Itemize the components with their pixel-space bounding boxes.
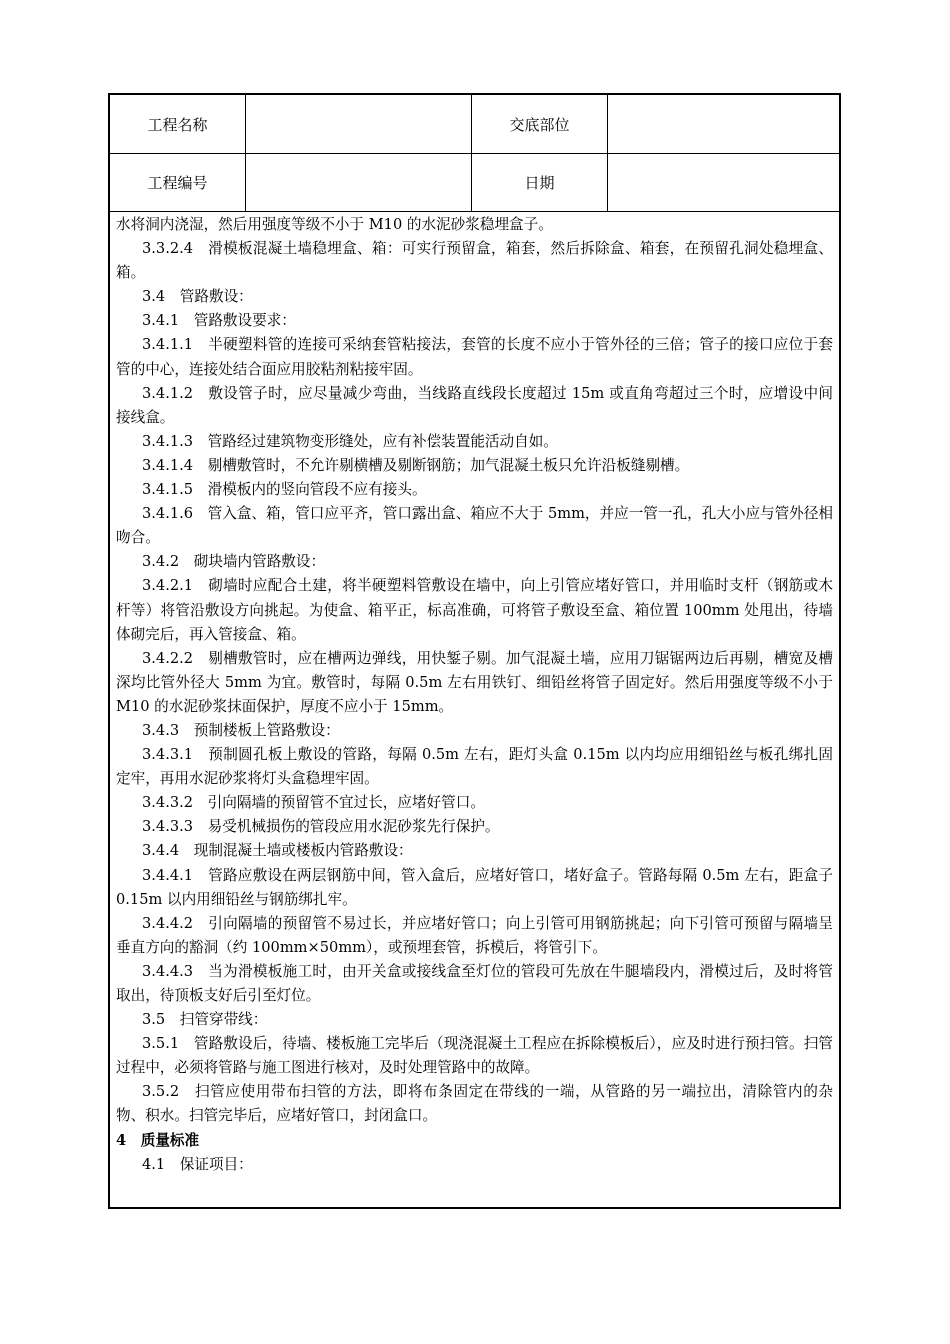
- disclosure-part-label: 交底部位: [472, 95, 608, 153]
- paragraph: 3.4.1 管路敷设要求：: [142, 312, 296, 330]
- paragraph: 3.5.2 扫管应使用带布扫管的方法，即将布条固定在带线的一端，从管路的另一端拉出，清除管内的杂物、积水。扫管完毕后，应堵好管口，封闭盒口。: [116, 1083, 833, 1125]
- paragraph: 3.3.2.4 滑模板混凝土墙稳埋盒、箱：可实行预留盒，箱套，然后拆除盒、箱套，在预留孔洞处稳埋盒、箱。: [116, 240, 833, 282]
- paragraph: 3.4.1.2 敷设管子时，应尽量减少弯曲，当线路直线段长度超过 15m 或直角弯超过三个时，应增设中间接线盒。: [116, 384, 833, 426]
- paragraph: 水将洞内浇湿，然后用强度等级不小于 M10 的水泥砂浆稳埋盒子。: [116, 216, 553, 233]
- project-name-label: 工程名称: [110, 95, 246, 153]
- header-row-2: [110, 153, 839, 212]
- project-name-field[interactable]: [246, 95, 472, 153]
- paragraph: 3.5 扫管穿带线：: [142, 1011, 268, 1029]
- paragraph: 3.4.2.1 砌墙时应配合土建，将半硬塑料管敷设在墙中，向上引管应堵好管口，并用临时支杆（钢筋或木杆等）将管沿敷设方向挑起。为使盒、箱平正，标高准确，可将管子敷设至盒、箱位置 100mm 处甩出，待墙体砌完后，再入管接盒、箱。: [116, 577, 833, 643]
- paragraph: 3.4.2.2 剔槽敷管时，应在槽两边弹线，用快錾子剔。加气混凝土墙，应用刀锯锯两边后再剔，槽宽及槽深均比管外径大 5mm 为宜。敷管时，每隔 0.5m 左右用铁钉、细铅丝将管子固定好。然后用强度等级不小于 M10 的水泥砂浆抹面保护，厚度不应小于 15mm。: [116, 649, 833, 715]
- paragraph: 3.4.4.3 当为滑模板施工时，由开关盒或接线盒至灯位的管段可先放在牛腿墙段内，滑模过后，及时将管取出，待顶板支好后引至灯位。: [116, 962, 833, 1004]
- paragraph: 3.4.1.3 管路经过建筑物变形缝处，应有补偿装置能活动自如。: [142, 432, 558, 450]
- date-label: 日期: [472, 153, 608, 211]
- date-field[interactable]: [608, 153, 839, 211]
- paragraph: 3.4.3.3 易受机械损伤的管段应用水泥砂浆先行保护。: [142, 818, 500, 836]
- paragraph: 3.4.3.2 引向隔墙的预留管不宜过长，应堵好管口。: [142, 794, 485, 812]
- paragraph: 4.1 保证项目：: [142, 1155, 253, 1173]
- paragraph: 3.4.4.2 引向隔墙的预留管不易过长，并应堵好管口；向上引管可用钢筋挑起；向下引管可预留与隔墙呈垂直方向的豁洞（约 100mm×50mm），或预埋套管，拆模后，将管引下。: [116, 914, 833, 956]
- section-heading: 4 质量标准: [116, 1131, 200, 1149]
- paragraph: 3.4.1.4 剔槽敷管时，不允许剔横槽及剔断钢筋；加气混凝土板只允许沿板缝剔槽。: [142, 456, 690, 474]
- paragraph: 3.5.1 管路敷设后，待墙、楼板施工完毕后（现浇混凝土工程应在拆除模板后），应及时进行预扫管。扫管过程中，必须将管路与施工图进行核对，及时处理管路中的故障。: [116, 1035, 833, 1077]
- body-text: [116, 213, 833, 1177]
- disclosure-sheet: [108, 93, 841, 1209]
- project-no-field[interactable]: [246, 153, 472, 211]
- paragraph: 3.4.2 砌块墙内管路敷设：: [142, 553, 326, 571]
- paragraph: 3.4.1.6 管入盒、箱，管口应平齐，管口露出盒、箱应不大于 5mm，并应一管一孔，孔大小应与管外径相吻合。: [116, 505, 834, 547]
- paragraph: 3.4.3 预制楼板上管路敷设：: [142, 721, 340, 739]
- paragraph: 3.4.1.1 半硬塑料管的连接可采纳套管粘接法，套管的长度不应小于管外径的三倍；管子的接口应位于套管的中心，连接处结合面应用胶粘剂粘接牢固。: [116, 336, 833, 378]
- header-row-1: [110, 95, 839, 154]
- paragraph: 3.4.3.1 预制圆孔板上敷设的管路，每隔 0.5m 左右，距灯头盒 0.15m 以内均应用细铅丝与板孔绑扎固定牢，再用水泥砂浆将灯头盒稳埋牢固。: [116, 746, 833, 788]
- paragraph: 3.4.4 现制混凝土墙或楼板内管路敷设：: [142, 842, 413, 860]
- project-no-label: 工程编号: [110, 153, 246, 211]
- paragraph: 3.4.4.1 管路应敷设在两层钢筋中间，管入盒后，应堵好管口，堵好盒子。管路每隔 0.5m 左右，距盒子 0.15m 以内用细铅丝与钢筋绑扎牢。: [116, 866, 833, 908]
- paragraph: 3.4.1.5 滑模板内的竖向管段不应有接头。: [142, 481, 427, 499]
- disclosure-part-field[interactable]: [608, 95, 839, 153]
- paragraph: 3.4 管路敷设：: [142, 288, 253, 306]
